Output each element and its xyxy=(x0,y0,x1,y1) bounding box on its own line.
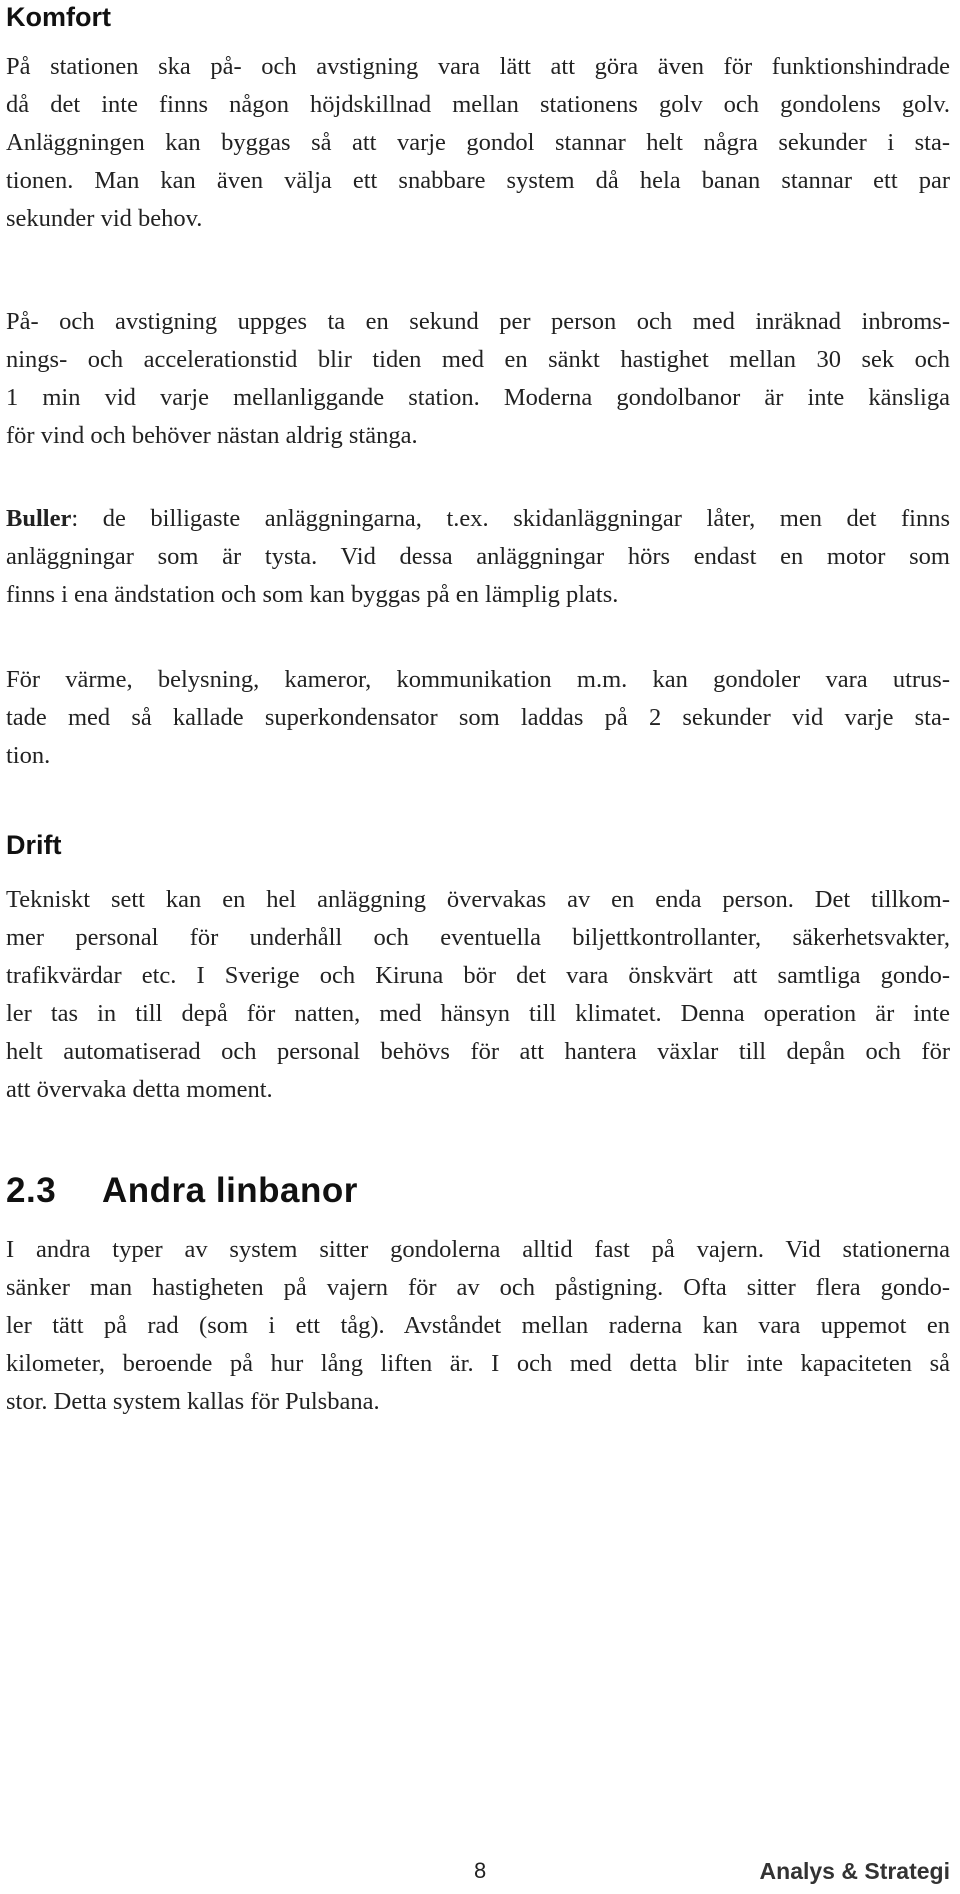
text-line: sänker man hastigheten på vajern för av och påstigning. Ofta sitter flera gondo- xyxy=(6,1274,950,1301)
text-line: sekunder vid behov. xyxy=(6,205,203,232)
footer-brand: Analys & Strategi xyxy=(759,1858,950,1884)
text-line: för vind och behöver nästan aldrig stänga. xyxy=(6,422,418,449)
text-line: stor. Detta system kallas för Pulsbana. xyxy=(6,1388,380,1415)
page-number: 8 xyxy=(474,1858,487,1883)
text-line: trafikvärdar etc. I Sverige och Kiruna bör det vara önskvärt att samtliga gondo- xyxy=(6,962,950,989)
heading-komfort: Komfort xyxy=(6,2,111,32)
buller-label: Buller xyxy=(6,505,72,532)
text-line xyxy=(6,500,950,538)
text-line: mer personal för underhåll och eventuella biljettkontrollanter, säkerhetsvakter, xyxy=(6,924,950,951)
heading-section-2-3 xyxy=(6,1171,358,1211)
paragraph-drift xyxy=(6,881,950,1109)
text-line: ler tätt på rad (som i ett tåg). Avståndet mellan raderna kan vara uppemot en xyxy=(6,1312,950,1339)
text-line: tade med så kallade superkondensator som laddas på 2 sekunder vid varje sta- xyxy=(6,704,950,731)
paragraph-komfort-varme xyxy=(6,661,950,775)
text-line: att övervaka detta moment. xyxy=(6,1076,273,1103)
buller-text: : de billigaste anläggningarna, t.ex. skidanläggningar låter, men det finns xyxy=(71,505,950,532)
paragraph-komfort-station xyxy=(6,48,950,238)
paragraph-andra-linbanor xyxy=(6,1231,950,1421)
text-line: 1 min vid varje mellanliggande station. Moderna gondolbanor är inte känsliga xyxy=(6,384,950,411)
section-number: 2.3 xyxy=(6,1171,57,1210)
text-line: För värme, belysning, kameror, kommunikation m.m. kan gondoler vara utrus- xyxy=(6,666,950,693)
paragraph-buller xyxy=(6,500,950,614)
text-line: Tekniskt sett kan en hel anläggning övervakas av en enda person. Det tillkom- xyxy=(6,886,950,913)
text-line: ler tas in till depå för natten, med hänsyn till klimatet. Denna operation är inte xyxy=(6,1000,950,1027)
text-line: På stationen ska på- och avstigning vara lätt att göra även för funktionshindrade xyxy=(6,53,950,80)
text-line: tion. xyxy=(6,742,51,769)
text-line: nings- och accelerationstid blir tiden med en sänkt hastighet mellan 30 sek och xyxy=(6,346,950,373)
text-line: kilometer, beroende på hur lång liften är. I och med detta blir inte kapaciteten så xyxy=(6,1350,950,1377)
text-line: helt automatiserad och personal behövs för att hantera växlar till depån och för xyxy=(6,1038,950,1065)
text-line: I andra typer av system sitter gondolerna alltid fast på vajern. Vid stationerna xyxy=(6,1236,950,1263)
text-line: då det inte finns någon höjdskillnad mellan stationens golv och gondolens golv. xyxy=(6,91,950,118)
text-line: anläggningar som är tysta. Vid dessa anläggningar hörs endast en motor som xyxy=(6,543,950,570)
text-line: Anläggningen kan byggas så att varje gondol stannar helt några sekunder i sta- xyxy=(6,129,950,156)
text-line: finns i ena ändstation och som kan byggas på en lämplig plats. xyxy=(6,581,619,608)
heading-drift: Drift xyxy=(6,830,62,860)
section-title: Andra linbanor xyxy=(102,1171,358,1210)
text-line: tionen. Man kan även välja ett snabbare system då hela banan stannar ett par xyxy=(6,167,950,194)
paragraph-komfort-avstigning xyxy=(6,303,950,455)
text-line: På- och avstigning uppges ta en sekund per person och med inräknad inbroms- xyxy=(6,308,950,335)
